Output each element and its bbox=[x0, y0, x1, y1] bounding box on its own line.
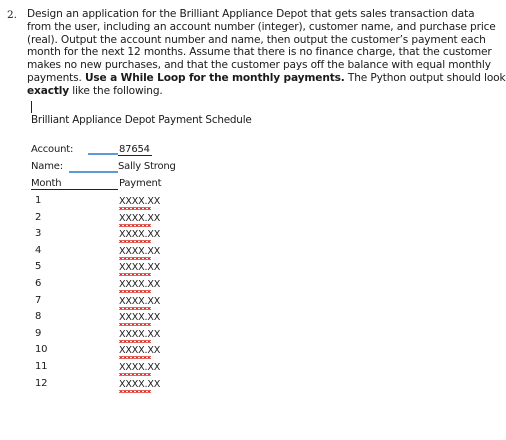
month-number: 4 bbox=[35, 244, 42, 256]
spellcheck-squiggle bbox=[119, 307, 151, 310]
paragraph-line bbox=[27, 71, 506, 85]
payment-value: XXXX.XX bbox=[119, 345, 161, 357]
question-paragraph bbox=[27, 8, 506, 98]
month-number: 7 bbox=[35, 294, 42, 306]
spellcheck-squiggle bbox=[119, 240, 151, 243]
paragraph-line: Design an application for the Brilliant Appliance Depot that gets sales transaction data bbox=[27, 8, 475, 20]
month-number: 5 bbox=[35, 261, 42, 273]
payment-value: XXXX.XX bbox=[119, 328, 161, 340]
paragraph-line: makes no new purchases, and that the customer pays off the balance with equal monthly bbox=[27, 59, 491, 72]
payment-value: XXXX.XX bbox=[119, 362, 161, 373]
payment-value: XXXX.XX bbox=[119, 196, 161, 207]
name-field-line bbox=[69, 171, 118, 173]
payment-header: Payment bbox=[119, 178, 162, 189]
spellcheck-squiggle bbox=[119, 373, 151, 376]
payment-value: XXXX.XX bbox=[119, 295, 161, 307]
account-value-underline bbox=[118, 155, 152, 156]
account-value: 87654 bbox=[119, 144, 150, 155]
text-cursor bbox=[31, 101, 32, 113]
month-header: Month bbox=[31, 178, 62, 189]
name-label: Name: bbox=[31, 161, 63, 172]
spellcheck-squiggle bbox=[119, 290, 151, 293]
paragraph-text: like the following. bbox=[69, 84, 163, 97]
payment-value: XXXX.XX bbox=[119, 378, 161, 390]
month-header-underline bbox=[31, 189, 118, 190]
month-number: 12 bbox=[35, 377, 48, 389]
account-field-line bbox=[88, 153, 118, 155]
month-number: 2 bbox=[35, 211, 42, 223]
spellcheck-squiggle bbox=[119, 323, 151, 326]
account-label: Account: bbox=[31, 144, 74, 155]
month-number: 1 bbox=[35, 195, 42, 206]
paragraph-text: The Python output should look bbox=[344, 71, 506, 84]
month-number: 10 bbox=[35, 344, 48, 356]
payment-value: XXXX.XX bbox=[119, 279, 161, 290]
paragraph-line: from the user, including an account number (integer), customer name, and purchase price bbox=[27, 20, 496, 33]
output-title: Brilliant Appliance Depot Payment Schedule bbox=[31, 114, 252, 126]
month-number: 8 bbox=[35, 311, 42, 323]
question-number: 2. bbox=[7, 9, 18, 21]
name-value: Sally Strong bbox=[118, 161, 176, 172]
bold-phrase: Use a While Loop for the monthly payments. bbox=[84, 71, 345, 84]
spellcheck-squiggle bbox=[119, 390, 151, 393]
payment-value: XXXX.XX bbox=[119, 245, 161, 257]
month-number: 11 bbox=[35, 361, 48, 372]
spellcheck-squiggle bbox=[119, 257, 151, 260]
spellcheck-squiggle bbox=[119, 356, 151, 359]
paragraph-line: month for the next 12 months. Assume that there is no finance charge, that the customer bbox=[27, 46, 492, 59]
payment-value: XXXX.XX bbox=[119, 212, 161, 224]
month-number: 3 bbox=[35, 228, 42, 240]
payment-value: XXXX.XX bbox=[119, 262, 161, 274]
bold-phrase: exactly bbox=[27, 84, 69, 97]
month-number: 9 bbox=[35, 327, 42, 339]
spellcheck-squiggle bbox=[119, 273, 151, 276]
spellcheck-squiggle bbox=[119, 224, 151, 227]
paragraph-line bbox=[27, 85, 471, 98]
payment-value: XXXX.XX bbox=[119, 312, 161, 324]
payment-value: XXXX.XX bbox=[119, 229, 161, 241]
spellcheck-squiggle bbox=[119, 207, 151, 210]
paragraph-text: payments. bbox=[27, 71, 85, 84]
spellcheck-squiggle bbox=[119, 340, 151, 343]
paragraph-line: (real). Output the account number and name, then output the customer’s payment each bbox=[27, 33, 486, 46]
month-number: 6 bbox=[35, 278, 42, 289]
